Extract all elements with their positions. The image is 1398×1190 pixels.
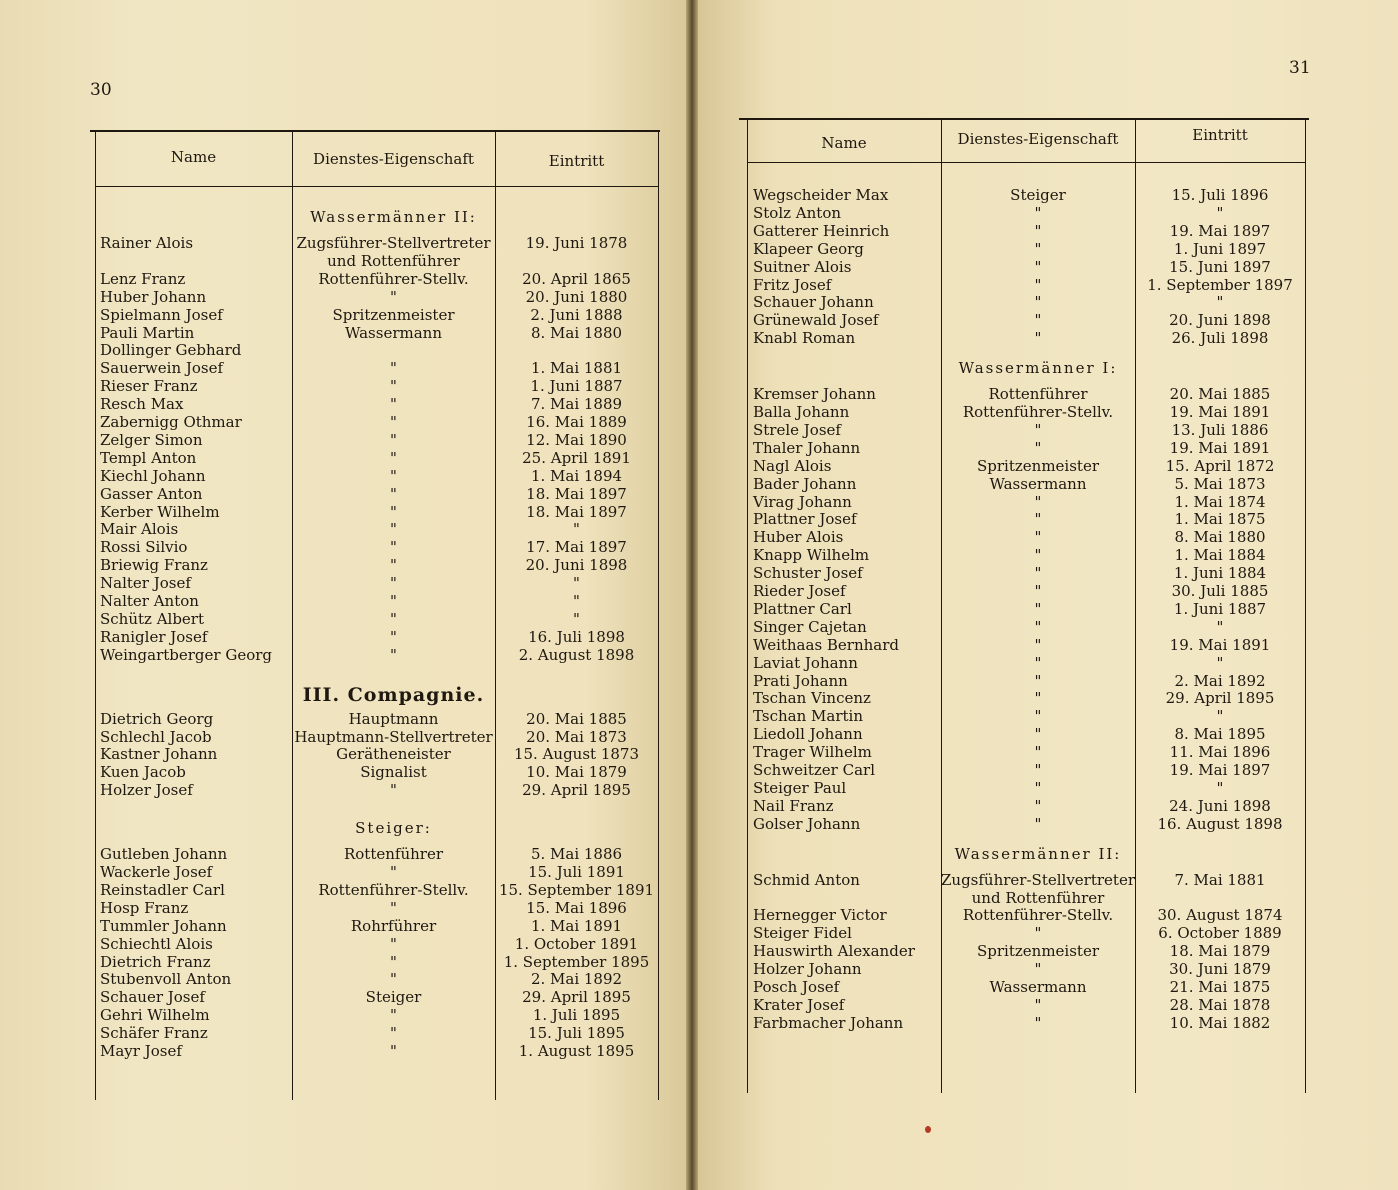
member-name: Bader Johann <box>753 474 857 493</box>
member-entry-date: 19. Mai 1891 <box>1169 403 1271 421</box>
member-name: Suitner Alois <box>753 257 852 276</box>
column-rule <box>747 118 748 1093</box>
member-entry-date: 1. Juni 1897 <box>1173 239 1267 258</box>
member-role: " <box>1034 546 1042 565</box>
member-role: " <box>1034 671 1042 690</box>
member-name: Knabl Roman <box>753 329 856 348</box>
member-role: " <box>1034 420 1042 439</box>
member-name: Strele Josef <box>753 420 841 439</box>
table-top-rule <box>739 118 1309 120</box>
member-name: Klapeer Georg <box>753 239 864 258</box>
book-gutter <box>686 0 698 1190</box>
right-page <box>693 0 1398 1190</box>
member-name: Dietrich Franz <box>100 952 211 971</box>
column-rule <box>658 130 659 1100</box>
member-entry-date: 19. Mai 1891 <box>1169 438 1271 457</box>
member-name: Kiechl Johann <box>100 466 206 485</box>
member-name: Hauswirth Alexander <box>753 942 915 961</box>
member-name: Huber Johann <box>100 287 207 306</box>
section-heading: Steiger: <box>355 819 432 838</box>
member-role: " <box>390 359 397 378</box>
member-role: " <box>390 952 397 971</box>
member-name: Schütz Albert <box>100 609 205 628</box>
member-entry-date: 20. Juni 1880 <box>525 287 628 306</box>
member-role: " <box>390 395 397 414</box>
member-name: Sauerwein Josef <box>100 359 224 378</box>
header-entry: Eintritt <box>548 152 605 170</box>
member-name: Stolz Anton <box>753 203 842 222</box>
member-role: Zugsführer-Stellvertreter <box>941 870 1135 889</box>
member-role: " <box>1034 778 1042 797</box>
member-role: Rottenführer-Stellv. <box>962 906 1114 925</box>
member-name: Prati Johann <box>753 671 848 690</box>
member-name: Huber Alois <box>753 528 844 547</box>
section-heading: III. Compagnie. <box>302 683 485 706</box>
member-role: Signalist <box>360 763 427 782</box>
member-role: " <box>1034 707 1042 726</box>
member-role: " <box>1034 257 1042 276</box>
member-role: " <box>1034 761 1042 779</box>
page-number: 30 <box>90 80 112 100</box>
member-name: Ranigler Josef <box>100 627 208 646</box>
member-entry-date: 1. Mai 1894 <box>530 466 623 485</box>
member-entry-date: 15. Mai 1896 <box>526 898 627 917</box>
member-entry-date: " <box>573 520 580 539</box>
member-role: Hauptmann-Stellvertreter <box>294 727 493 746</box>
member-role: " <box>390 645 397 664</box>
member-entry-date: " <box>573 592 580 610</box>
member-name: Schäfer Franz <box>100 1024 208 1043</box>
member-role: " <box>390 863 397 881</box>
member-name: Zabernigg Othmar <box>100 413 242 431</box>
member-role: " <box>390 377 397 396</box>
member-entry-date: 2. August 1898 <box>518 645 635 664</box>
member-entry-date: " <box>1216 203 1224 222</box>
member-role: " <box>1034 492 1042 511</box>
member-entry-date: " <box>1216 653 1224 672</box>
member-entry-date: 1. Juni 1887 <box>1173 599 1267 618</box>
member-name: Rossi Silvio <box>100 538 188 557</box>
member-name: Kuen Jacob <box>100 763 186 782</box>
member-role: " <box>390 520 397 539</box>
member-entry-date: 20. Juni 1898 <box>525 556 628 575</box>
member-entry-date: 15. August 1873 <box>513 745 640 764</box>
member-role: " <box>1034 960 1042 979</box>
member-role: " <box>1034 725 1042 744</box>
section-heading: Wassermänner I: <box>958 359 1118 378</box>
member-entry-date: " <box>573 609 580 628</box>
member-name: Pauli Martin <box>100 323 195 342</box>
member-role: " <box>390 1024 397 1043</box>
member-role: " <box>390 466 397 485</box>
member-role: Spritzenmeister <box>332 305 455 324</box>
member-entry-date: 16. Juli 1898 <box>528 627 625 646</box>
member-name: Dollinger Gebhard <box>100 341 242 360</box>
member-name: Golser Johann <box>753 814 861 833</box>
member-role: Spritzenmeister <box>977 942 1099 961</box>
member-name: Nalter Josef <box>100 574 191 593</box>
member-name: Kastner Johann <box>100 745 218 764</box>
member-role: " <box>390 898 397 917</box>
member-name: Plattner Carl <box>753 599 852 618</box>
member-role: " <box>1034 438 1042 457</box>
member-name: Schmid Anton <box>753 870 860 889</box>
member-role: " <box>390 970 397 989</box>
member-entry-date: 20. Mai 1885 <box>526 709 627 728</box>
header-role: Dienstes-Eigenschaft <box>957 130 1119 148</box>
member-name: Rainer Alois <box>100 234 194 252</box>
member-name: Schweitzer Carl <box>753 761 875 779</box>
member-name: Weithaas Bernhard <box>753 635 900 654</box>
member-role: Rottenführer-Stellv. <box>318 269 469 288</box>
member-name: Templ Anton <box>100 448 197 467</box>
page-number: 31 <box>1289 58 1311 78</box>
member-entry-date: 2. Mai 1892 <box>530 970 623 989</box>
member-role: Rottenführer <box>988 385 1088 404</box>
member-entry-date: 2. Mai 1892 <box>1174 671 1266 690</box>
member-name: Krater Josef <box>753 995 845 1014</box>
member-entry-date: 1. Mai 1884 <box>1174 546 1266 565</box>
member-entry-date: 18. Mai 1897 <box>526 502 627 521</box>
member-role: Spritzenmeister <box>977 456 1099 475</box>
member-name: Tschan Vincenz <box>753 689 871 708</box>
member-entry-date: 15. April 1872 <box>1165 456 1275 475</box>
member-role: " <box>390 1042 397 1060</box>
member-name: Weingartberger Georg <box>100 645 273 664</box>
member-entry-date: 20. Mai 1873 <box>526 727 627 746</box>
member-entry-date: 20. April 1865 <box>522 269 631 288</box>
section-heading: Wassermänner II: <box>310 208 477 226</box>
member-name: Virag Johann <box>753 492 852 511</box>
member-role: Wassermann <box>989 474 1087 493</box>
member-entry-date: 30. Juni 1879 <box>1169 960 1271 979</box>
member-entry-date: 10. Mai 1879 <box>526 763 627 782</box>
member-name: Spielmann Josef <box>100 305 223 324</box>
member-role: " <box>1034 239 1042 258</box>
member-name: Liedoll Johann <box>753 725 863 744</box>
member-name: Nail Franz <box>753 796 834 815</box>
member-entry-date: 1. Mai 1881 <box>530 359 623 378</box>
member-entry-date: 21. Mai 1875 <box>1169 978 1271 996</box>
member-entry-date: 26. Juli 1898 <box>1171 329 1269 348</box>
member-role: Hauptmann <box>348 709 439 728</box>
member-name: Wegscheider Max <box>753 186 889 204</box>
member-entry-date: 19. Mai 1891 <box>1169 635 1271 654</box>
member-name: Gutleben Johann <box>100 845 228 864</box>
member-name: Wackerle Josef <box>100 863 213 881</box>
member-role: " <box>1034 311 1042 330</box>
member-name: Singer Cajetan <box>753 617 867 636</box>
member-name: Mayr Josef <box>100 1042 182 1060</box>
column-rule <box>1305 118 1306 1093</box>
member-role: " <box>1034 510 1042 529</box>
member-entry-date: 15. Juli 1895 <box>528 1024 625 1043</box>
member-name: Briewig Franz <box>100 556 208 575</box>
member-role: Wassermann <box>345 323 442 342</box>
member-name: Fritz Josef <box>753 275 832 294</box>
header-name: Name <box>170 148 217 166</box>
member-entry-date: " <box>1216 617 1224 636</box>
member-role: " <box>1034 221 1042 240</box>
member-entry-date: 1. August 1895 <box>518 1042 635 1060</box>
member-name: Posch Josef <box>753 978 840 996</box>
member-entry-date: 10. Mai 1882 <box>1169 1013 1271 1032</box>
member-role: " <box>390 627 397 646</box>
member-name: Schuster Josef <box>753 564 863 583</box>
member-entry-date: 8. Mai 1880 <box>1174 528 1266 547</box>
ink-spot <box>925 1126 931 1133</box>
table-top-rule <box>90 130 660 132</box>
member-name: Rieder Josef <box>753 582 846 600</box>
member-name: Hosp Franz <box>100 898 189 917</box>
member-role: " <box>1034 528 1042 547</box>
member-role: Rottenführer <box>343 845 443 864</box>
member-entry-date: 5. Mai 1873 <box>1174 474 1266 493</box>
member-entry-date: " <box>1216 778 1224 797</box>
roster-table <box>739 118 1309 1093</box>
member-entry-date: 12. Mai 1890 <box>526 430 627 449</box>
member-name: Zelger Simon <box>100 430 203 449</box>
member-entry-date: " <box>1216 293 1224 312</box>
member-entry-date: 15. Juni 1897 <box>1169 257 1271 276</box>
member-entry-date: 18. Mai 1879 <box>1169 942 1271 961</box>
member-entry-date: 25. April 1891 <box>522 448 631 467</box>
member-entry-date: 1. Mai 1875 <box>1174 510 1266 529</box>
left-page <box>0 0 690 1190</box>
member-name: Stubenvoll Anton <box>100 970 232 989</box>
member-name: Gasser Anton <box>100 484 203 503</box>
member-role: " <box>390 574 397 593</box>
member-role: " <box>390 484 397 503</box>
member-role: und Rottenführer <box>327 251 460 270</box>
member-role: " <box>1034 203 1042 222</box>
member-entry-date: 20. Mai 1885 <box>1169 385 1271 404</box>
member-name: Grünewald Josef <box>753 311 879 330</box>
member-role: " <box>1034 653 1042 672</box>
member-entry-date: 18. Mai 1897 <box>526 484 627 503</box>
member-entry-date: 1. Juni 1887 <box>530 377 623 396</box>
member-role: " <box>390 448 397 467</box>
member-entry-date: 15. Juli 1891 <box>528 863 625 881</box>
member-entry-date: 24. Juni 1898 <box>1169 796 1271 815</box>
member-entry-date: 17. Mai 1897 <box>526 538 627 557</box>
header-name: Name <box>821 134 867 152</box>
header-rule <box>747 162 1305 163</box>
column-rule <box>95 130 96 1100</box>
member-entry-date: 20. Juni 1898 <box>1169 311 1271 330</box>
roster-table <box>90 130 660 1100</box>
member-role: " <box>1034 329 1042 348</box>
member-role: " <box>390 592 397 610</box>
member-entry-date: 1. Mai 1874 <box>1174 492 1266 511</box>
member-name: Knapp Wilhelm <box>753 546 870 565</box>
member-entry-date: 2. Juni 1888 <box>530 305 623 324</box>
member-entry-date: 1. September 1897 <box>1147 275 1293 294</box>
member-entry-date: 28. Mai 1878 <box>1169 995 1271 1014</box>
member-entry-date: 11. Mai 1896 <box>1169 743 1271 762</box>
member-entry-date: 15. September 1891 <box>498 880 655 899</box>
member-name: Holzer Josef <box>100 781 193 800</box>
member-role: Rohrführer <box>350 916 437 935</box>
member-role: " <box>1034 689 1042 708</box>
member-entry-date: 1. October 1891 <box>514 934 639 953</box>
member-role: " <box>390 413 397 431</box>
member-role: " <box>390 287 397 306</box>
member-entry-date: 19. Mai 1897 <box>1169 761 1271 779</box>
member-role: " <box>1034 275 1042 294</box>
member-entry-date: 7. Mai 1881 <box>1174 870 1266 889</box>
member-name: Holzer Johann <box>753 960 862 979</box>
member-name: Laviat Johann <box>753 653 858 672</box>
member-entry-date: 29. April 1895 <box>522 988 631 1007</box>
member-entry-date: 1. Juni 1884 <box>1173 564 1267 583</box>
member-role: Rottenführer-Stellv. <box>962 403 1114 421</box>
member-role: " <box>390 934 397 953</box>
member-role: Wassermann <box>989 978 1087 996</box>
member-name: Schauer Josef <box>100 988 205 1007</box>
member-role: " <box>390 538 397 557</box>
member-name: Schiechtl Alois <box>100 934 213 953</box>
member-role: " <box>390 609 397 628</box>
member-entry-date: 7. Mai 1889 <box>530 395 623 414</box>
member-entry-date: 16. Mai 1889 <box>526 413 627 431</box>
member-role: " <box>1034 995 1042 1014</box>
member-entry-date: 5. Mai 1886 <box>530 845 623 864</box>
member-role: Steiger <box>1010 186 1066 204</box>
member-entry-date: 8. Mai 1880 <box>530 323 623 342</box>
member-entry-date: 29. April 1895 <box>522 781 631 800</box>
member-entry-date: 19. Mai 1897 <box>1169 221 1271 240</box>
member-name: Schlechl Jacob <box>100 727 212 746</box>
member-name: Farbmacher Johann <box>753 1013 904 1032</box>
member-name: Kerber Wilhelm <box>100 502 220 521</box>
member-name: Gatterer Heinrich <box>753 221 890 240</box>
section-heading: Wassermänner II: <box>954 844 1122 863</box>
member-role: " <box>390 781 397 800</box>
member-name: Rieser Franz <box>100 377 198 396</box>
member-role: Zugsführer-Stellvertreter <box>296 234 491 252</box>
member-role: Steiger <box>365 988 422 1007</box>
member-name: Reinstadler Carl <box>100 880 225 899</box>
member-name: Dietrich Georg <box>100 709 214 728</box>
member-name: Steiger Paul <box>753 778 847 797</box>
member-name: Gehri Wilhelm <box>100 1006 210 1025</box>
member-entry-date: " <box>1216 707 1224 726</box>
header-entry: Eintritt <box>1192 126 1248 144</box>
member-role: " <box>1034 924 1042 943</box>
member-name: Schauer Johann <box>753 293 874 312</box>
member-role: " <box>1034 582 1042 600</box>
member-role: " <box>390 502 397 521</box>
member-name: Trager Wilhelm <box>753 743 872 762</box>
member-role: " <box>1034 814 1042 833</box>
member-name: Steiger Fidel <box>753 924 852 943</box>
member-name: Plattner Josef <box>753 510 857 529</box>
member-entry-date: " <box>573 574 580 593</box>
header-rule <box>95 186 658 187</box>
member-name: Thaler Johann <box>753 438 861 457</box>
member-name: Balla Johann <box>753 403 850 421</box>
header-role: Dienstes-Eigenschaft <box>313 150 474 168</box>
member-role: " <box>1034 564 1042 583</box>
member-entry-date: 15. Juli 1896 <box>1171 186 1269 204</box>
member-role: " <box>390 430 397 449</box>
member-entry-date: 13. Juli 1886 <box>1171 420 1269 439</box>
member-entry-date: 30. Juli 1885 <box>1171 582 1269 600</box>
member-entry-date: 19. Juni 1878 <box>525 234 628 252</box>
member-name: Resch Max <box>100 395 184 414</box>
member-role: " <box>1034 796 1042 815</box>
member-entry-date: 1. Mai 1891 <box>530 916 623 935</box>
member-name: Mair Alois <box>100 520 179 539</box>
member-name: Tschan Martin <box>753 707 864 726</box>
member-name: Kremser Johann <box>753 385 876 404</box>
member-name: Nagl Alois <box>753 456 832 475</box>
member-name: Tummler Johann <box>100 916 227 935</box>
member-role: und Rottenführer <box>971 888 1105 907</box>
member-role: Rottenführer-Stellv. <box>318 880 469 899</box>
member-role: " <box>390 1006 397 1025</box>
member-name: Lenz Franz <box>100 269 186 288</box>
member-entry-date: 30. August 1874 <box>1157 906 1283 925</box>
member-role: " <box>1034 743 1042 762</box>
member-role: " <box>390 556 397 575</box>
member-role: " <box>1034 635 1042 654</box>
member-entry-date: 1. Juli 1895 <box>532 1006 621 1025</box>
member-entry-date: 16. August 1898 <box>1157 814 1283 833</box>
member-name: Hernegger Victor <box>753 906 887 925</box>
member-entry-date: 29. April 1895 <box>1165 689 1275 708</box>
member-role: " <box>1034 617 1042 636</box>
member-entry-date: 8. Mai 1895 <box>1174 725 1266 744</box>
member-role: " <box>1034 293 1042 312</box>
member-name: Nalter Anton <box>100 592 199 610</box>
member-entry-date: 1. September 1895 <box>503 952 650 971</box>
member-role: Gerätheneister <box>336 745 451 764</box>
member-entry-date: 6. October 1889 <box>1158 924 1282 943</box>
member-role: " <box>1034 1013 1042 1032</box>
member-role: " <box>1034 599 1042 618</box>
